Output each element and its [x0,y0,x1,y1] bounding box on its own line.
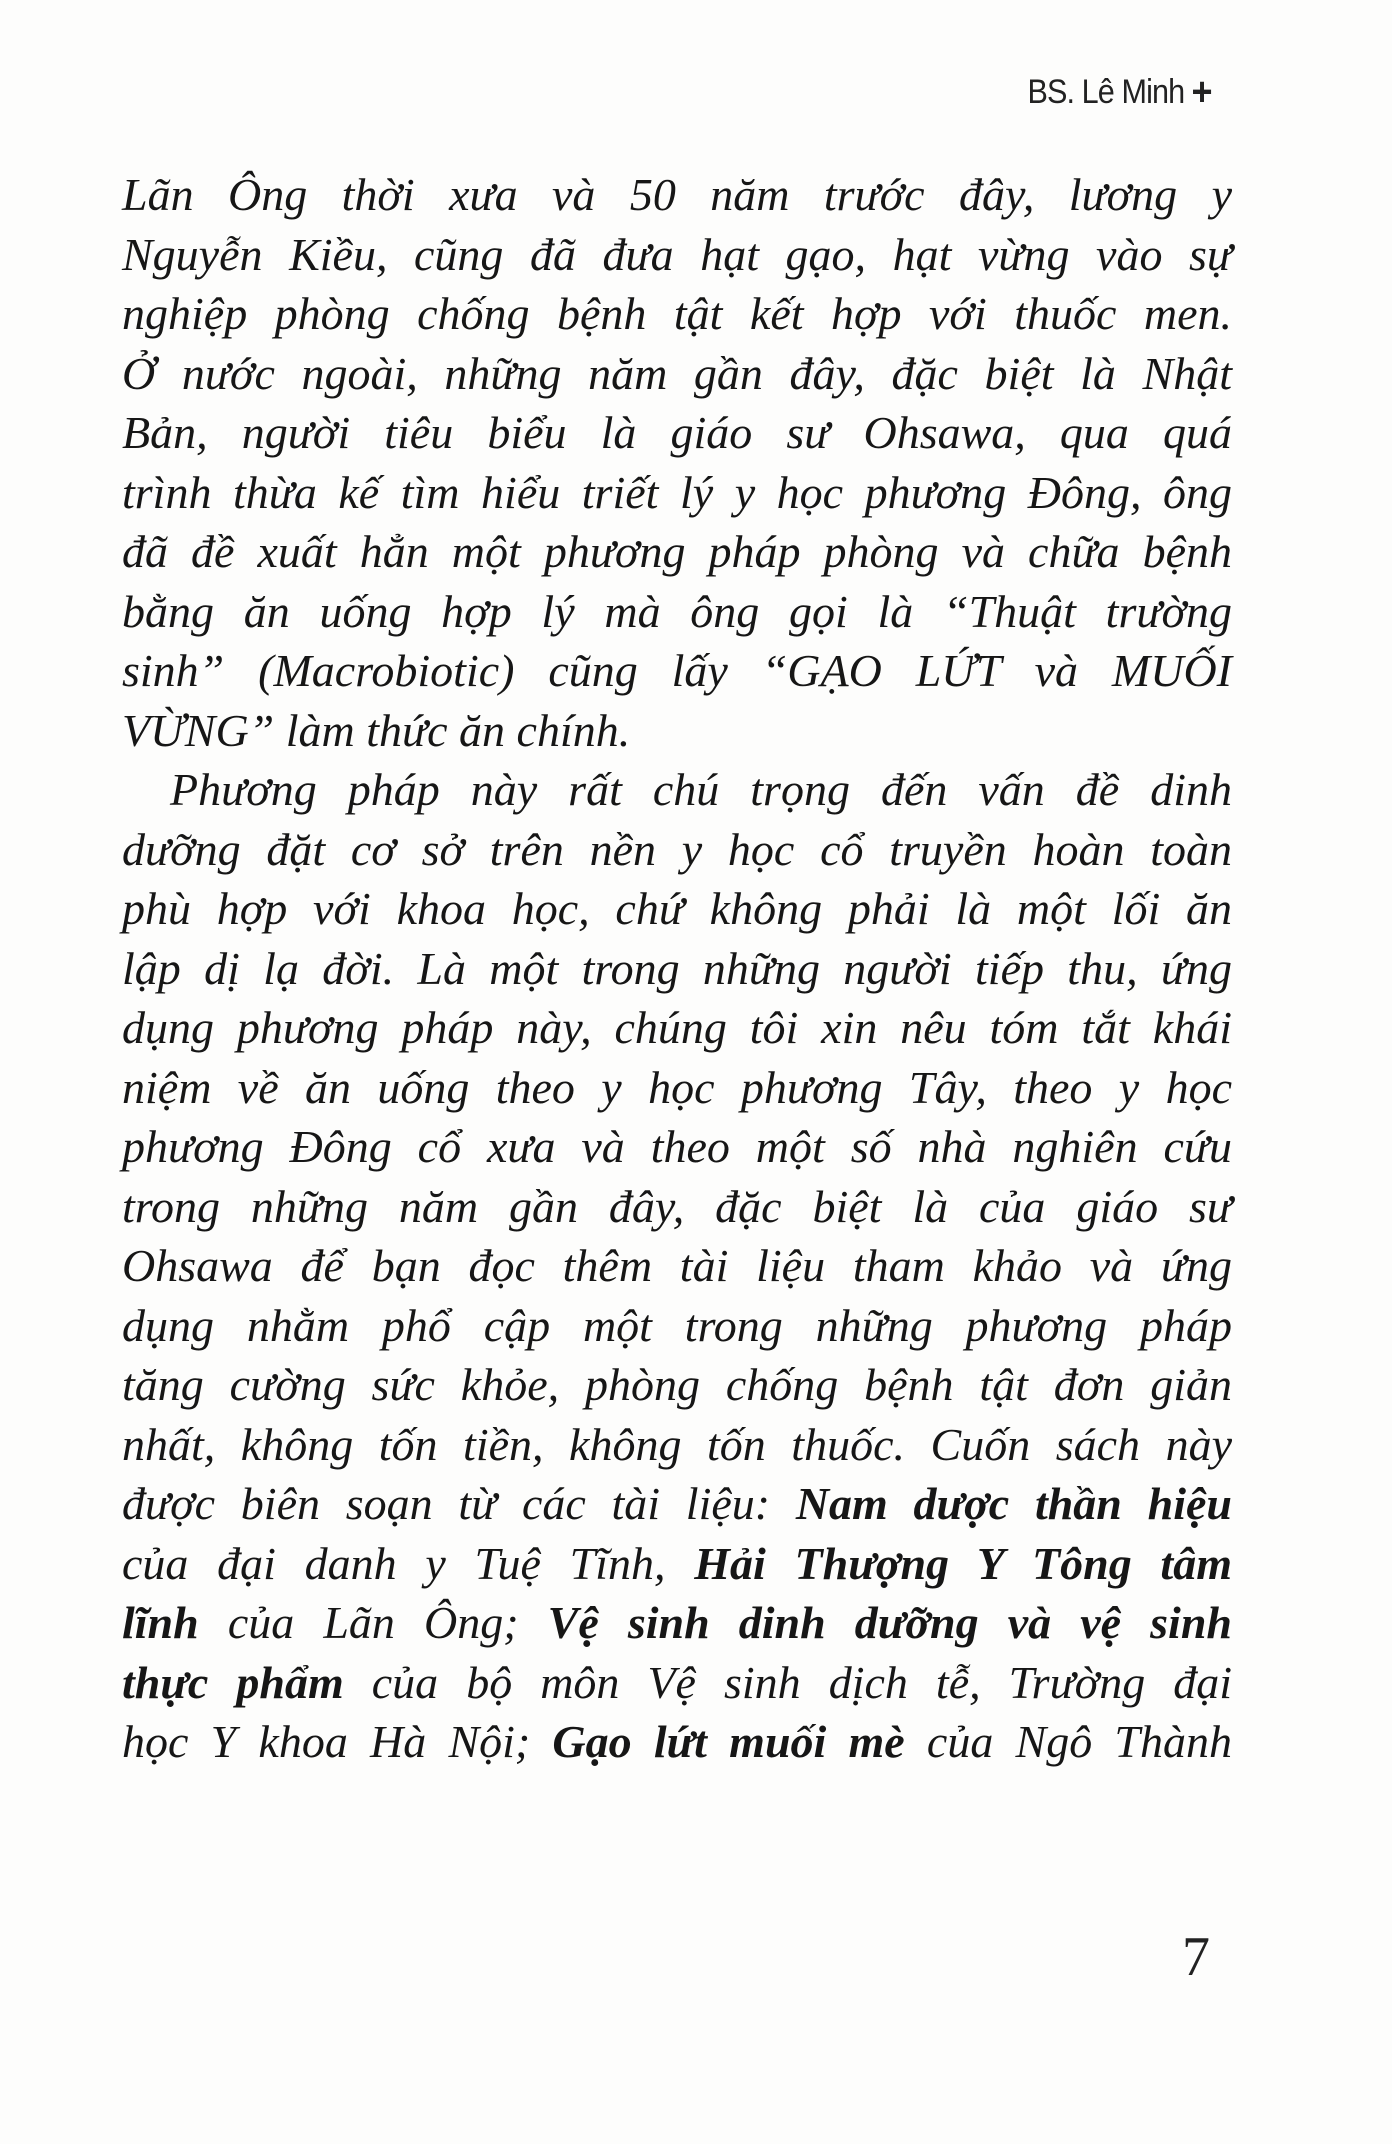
bold-title-text: Vệ sinh dinh dưỡng và vệ sinh [547,1597,1232,1648]
text-run: niệm về ăn uống theo y học phương Tây, theo y học [122,1061,1232,1113]
bold-title-text: thực phẩm [122,1656,344,1708]
body-text [122,165,1232,1772]
plus-icon: + [1191,70,1212,114]
text-line [122,1355,1232,1415]
text-line [122,701,1232,761]
text-run: của bộ môn Vệ sinh dịch tễ, Trường đại [343,1656,1233,1708]
text-run: dụng nhằm phổ cập một trong những phương pháp [122,1299,1232,1351]
text-line [122,284,1232,344]
text-run: đã đề xuất hẳn một phương pháp phòng và chữa bệnh [122,526,1232,577]
text-run: Bản, người tiêu biểu là giáo sư Ohsawa, qua quá [122,407,1232,458]
text-line [122,463,1232,523]
author-name: BS. Lê Minh [1027,72,1185,111]
text-line [122,998,1232,1058]
text-line [122,1653,1232,1713]
text-run: dụng phương pháp này, chúng tôi xin nêu tóm tắt khái [122,1002,1232,1053]
text-line [122,1712,1232,1772]
text-run: lập dị lạ đời. Là một trong những người tiếp thu, ứng [122,942,1232,994]
text-line [122,1058,1232,1118]
bold-title-text: Nam dược thần hiệu [795,1478,1232,1529]
text-line [122,760,1232,820]
text-line [122,165,1232,225]
text-line [122,1296,1232,1356]
text-line [122,344,1232,404]
bold-title-text: Hải Thượng Y Tông tâm [694,1537,1232,1589]
text-line [122,939,1232,999]
text-run: trong những năm gần đây, đặc biệt là của giáo sư [122,1180,1232,1232]
text-line [122,1236,1232,1296]
text-run: tăng cường sức khỏe, phòng chống bệnh tật đơn giản [122,1359,1232,1410]
text-run: trình thừa kế tìm hiểu triết lý y học phương Đông, ông [122,466,1232,518]
text-run: dưỡng đặt cơ sở trên nền y học cổ truyền hoàn toàn [122,823,1232,875]
text-run: của Lãn Ông; [198,1597,548,1648]
text-run: Ở nước ngoài, những năm gần đây, đặc biệt là Nhật [122,347,1232,399]
text-line [122,1117,1232,1177]
text-run: học Y khoa Hà Nội; [122,1716,553,1767]
text-run: được biên soạn từ các tài liệu: [122,1478,796,1529]
text-run: VỪNG” làm thức ăn chính. [122,704,631,756]
text-line [122,1593,1232,1653]
text-run: sinh” (Macrobiotic) cũng lấy “GẠO LỨT và MUỐI [122,645,1232,696]
text-run: phương Đông cổ xưa và theo một số nhà nghiên cứu [122,1121,1232,1172]
text-run: Ohsawa để bạn đọc thêm tài liệu tham khảo và ứng [122,1240,1232,1291]
text-line [122,1177,1232,1237]
text-run: nghiệp phòng chống bệnh tật kết hợp với thuốc men. [122,288,1232,339]
text-line [122,641,1232,701]
running-header [1028,72,1212,112]
text-run: Phương pháp này rất chú trọng đến vấn đề dinh [170,764,1232,815]
text-line [122,1415,1232,1475]
text-line [122,1474,1232,1534]
paragraph [122,165,1232,760]
text-run: Nguyễn Kiều, cũng đã đưa hạt gạo, hạt vừng vào sự [122,228,1232,280]
text-run: nhất, không tốn tiền, không tốn thuốc. Cuốn sách này [122,1418,1232,1470]
bold-title-text: lĩnh [122,1597,199,1648]
text-run: phù hợp với khoa học, chứ không phải là một lối ăn [122,883,1232,934]
text-line [122,879,1232,939]
text-line [122,225,1232,285]
text-run: của đại danh y Tuệ Tĩnh, [122,1537,695,1589]
bold-title-text: Gạo lứt muối mè [552,1716,905,1767]
text-line [122,522,1232,582]
text-line [122,403,1232,463]
text-line [122,1534,1232,1594]
text-line [122,820,1232,880]
text-line [122,582,1232,642]
paragraph [122,760,1232,1772]
text-run: của Ngô Thành [904,1716,1233,1767]
text-run: Lãn Ông thời xưa và 50 năm trước đây, lương y [122,169,1232,220]
text-run: bằng ăn uống hợp lý mà ông gọi là “Thuật trường [122,585,1232,637]
page-number: 7 [1182,1926,1210,1988]
